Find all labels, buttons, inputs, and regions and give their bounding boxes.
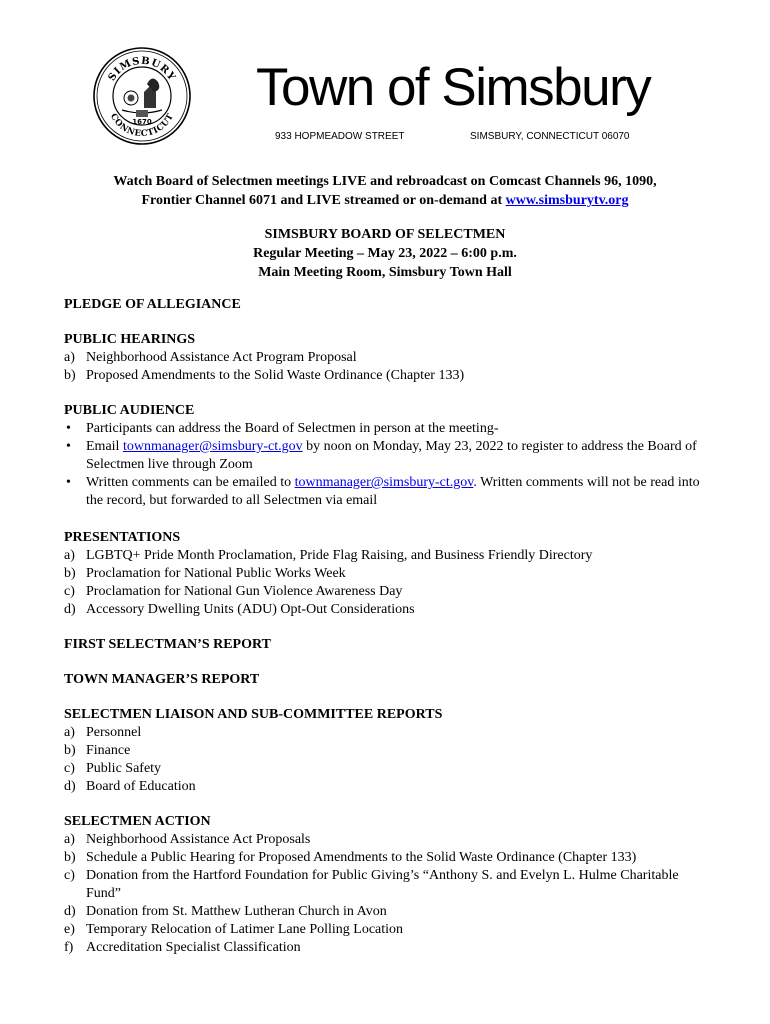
list-item: d) Board of Education [64, 779, 196, 794]
town-title: Town of Simsbury [256, 58, 651, 117]
list-item: c) Proclamation for National Gun Violence Awareness Day [64, 584, 403, 599]
section-public-hearings [64, 331, 704, 385]
list-item: e) Temporary Relocation of Latimer Lane Polling Location [64, 922, 404, 937]
board-name: SIMSBURY BOARD OF SELECTMEN [264, 227, 506, 242]
svg-text:1670: 1670 [132, 118, 152, 126]
meeting-info [40, 225, 730, 282]
meeting-date: Regular Meeting – May 23, 2022 – 6:00 p.m. [253, 246, 517, 261]
section-public-audience [64, 402, 704, 510]
email-link[interactable]: townmanager@simsbury-ct.gov [122, 439, 303, 454]
email-link[interactable]: townmanager@simsbury-ct.gov [294, 475, 474, 490]
town-seal-logo [92, 46, 192, 146]
section-presentations [64, 529, 704, 619]
simsburytv-link[interactable]: www.simsburytv.org [505, 193, 629, 208]
list-item: a) Personnel [64, 725, 142, 740]
notice-line-1: Watch Board of Selectmen meetings LIVE and rebroadcast on Comcast Channels 96, 1090, [113, 174, 657, 189]
section-heading: TOWN MANAGER’S REPORT [64, 672, 260, 687]
section-heading: PUBLIC AUDIENCE [64, 403, 195, 418]
street-address: 933 HOPMEADOW STREET [275, 131, 405, 142]
list-item: f) Accreditation Specialist Classification [64, 940, 301, 955]
section-first-selectman-report [64, 636, 704, 654]
list-item: a) LGBTQ+ Pride Month Proclamation, Pride Flag Raising, and Business Friendly Directory [64, 548, 593, 563]
list-item: d) Accessory Dwelling Units (ADU) Opt-Out Considerations [64, 602, 415, 617]
list-item: d) Donation from St. Matthew Lutheran Church in Avon [64, 904, 387, 919]
list-item: a) Neighborhood Assistance Act Program Proposal [64, 350, 357, 365]
section-heading: FIRST SELECTMAN’S REPORT [64, 637, 271, 652]
list-item: b) Schedule a Public Hearing for Proposed Amendments to the Solid Waste Ordinance (Chapter 133) [64, 850, 637, 865]
section-heading: SELECTMEN LIAISON AND SUB-COMMITTEE REPORTS [64, 707, 443, 722]
list-item: b) Proposed Amendments to the Solid Waste Ordinance (Chapter 133) [64, 368, 465, 383]
notice-line-2: Frontier Channel 6071 and LIVE streamed or on-demand at www.simsburytv.org [141, 193, 629, 208]
section-heading: SELECTMEN ACTION [64, 814, 211, 829]
list-item: b) Finance [64, 743, 131, 758]
section-town-manager-report [64, 671, 704, 689]
bullet-icon: • [66, 475, 71, 490]
svg-text:SIMSBURY: SIMSBURY [106, 55, 178, 84]
list-item: c) Donation from the Hartford Foundation for Public Giving’s “Anthony S. and Evelyn L. Hulme Charitable Fund” [64, 868, 679, 901]
bullet-icon: • [66, 439, 71, 454]
broadcast-notice [40, 172, 730, 210]
city-address: SIMSBURY, CONNECTICUT 06070 [470, 131, 630, 142]
section-selectmen-action [64, 813, 704, 957]
list-item: b) Proclamation for National Public Works Week [64, 566, 346, 581]
list-item: • Participants can address the Board of Selectmen in person at the meeting- [66, 421, 499, 436]
agenda-body [64, 296, 704, 974]
list-item: • Written comments can be emailed to townmanager@simsbury-ct.gov. Written comments will not be read into the record, but forwarded to all Selectmen via email [66, 475, 700, 508]
list-item: • Email townmanager@simsbury-ct.gov by noon on Monday, May 23, 2022 to register to address the Board of Selectmen live through Zoom [66, 439, 697, 472]
list-item: c) Public Safety [64, 761, 162, 776]
bullet-icon: • [66, 421, 71, 436]
list-item: a) Neighborhood Assistance Act Proposals [64, 832, 311, 847]
meeting-location: Main Meeting Room, Simsbury Town Hall [258, 265, 512, 280]
svg-text:CONNECTICUT: CONNECTICUT [107, 111, 177, 140]
section-heading: PUBLIC HEARINGS [64, 332, 196, 347]
section-pledge [64, 296, 704, 314]
section-heading: PRESENTATIONS [64, 530, 181, 545]
section-liaison-reports [64, 706, 704, 796]
section-heading: PLEDGE OF ALLEGIANCE [64, 297, 241, 312]
